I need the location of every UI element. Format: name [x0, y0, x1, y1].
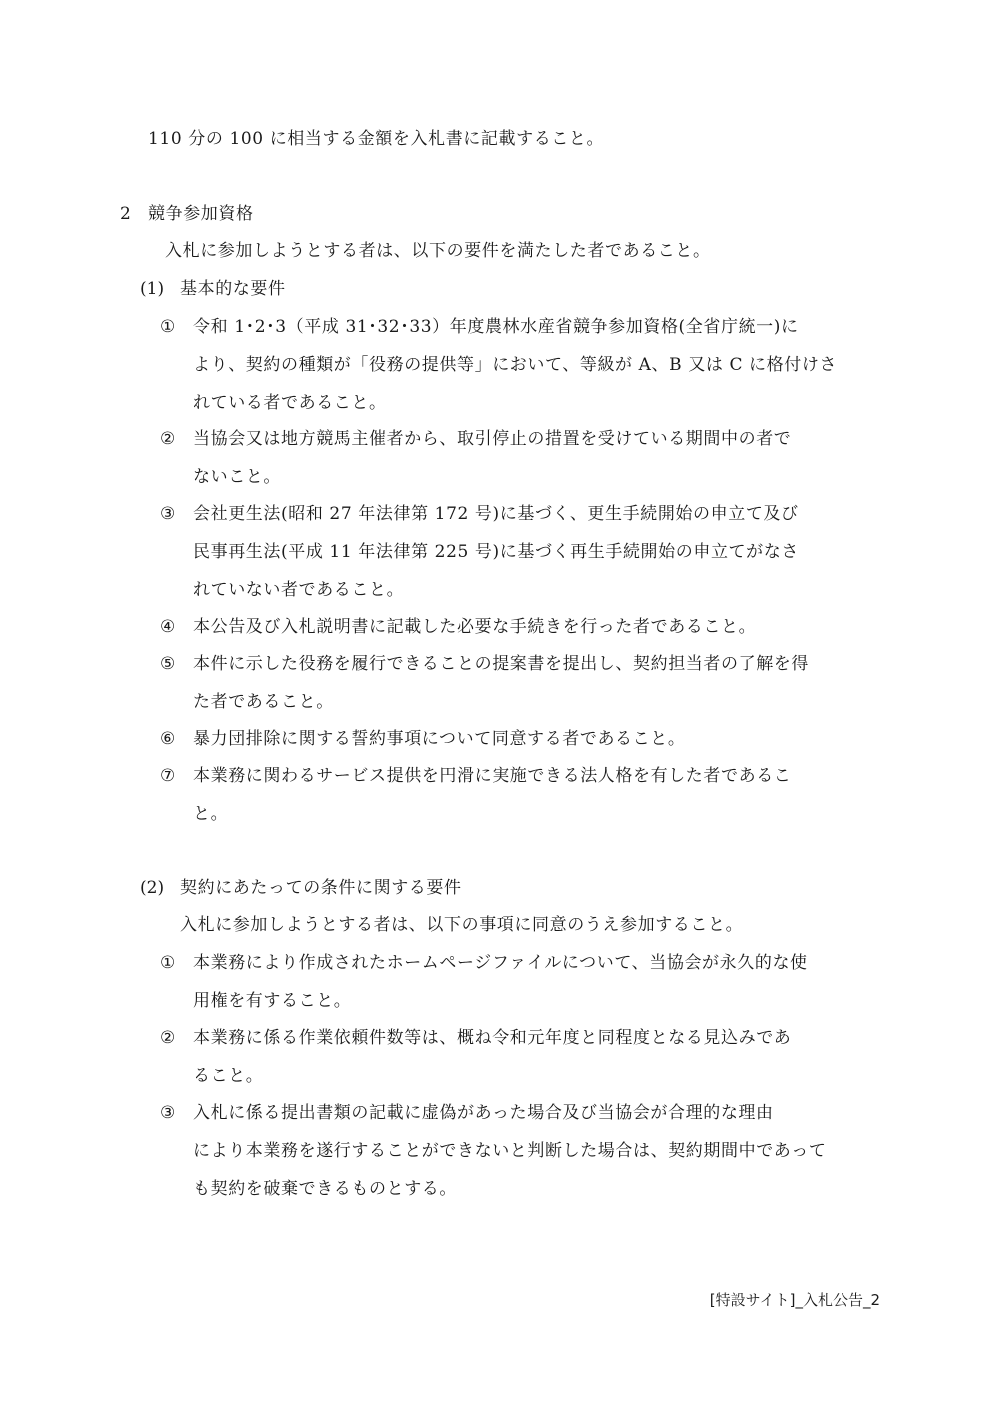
- list-item-line: 本公告及び入札説明書に記載した必要な手続きを行った者であること。: [193, 617, 757, 637]
- list-item-marker: ①: [160, 953, 176, 973]
- list-item-line: 民事再生法(平成 11 年法律第 225 号)に基づく再生手続開始の申立てがなさ: [193, 542, 799, 562]
- list-item-line: れている者であること。: [193, 393, 387, 413]
- section-title: 競争参加資格: [148, 204, 254, 224]
- list-item-line: 本業務により作成されたホームページファイルについて、当協会が永久的な使: [193, 953, 808, 973]
- list-item-marker: ①: [160, 317, 176, 337]
- list-item-line: 令和 1･2･3（平成 31･32･33）年度農林水産省競争参加資格(全省庁統一)に: [193, 317, 799, 337]
- list-item-marker: ②: [160, 429, 176, 449]
- list-item-marker: ⑦: [160, 766, 176, 786]
- list-item-marker: ⑤: [160, 654, 176, 674]
- list-item-line: た者であること。: [193, 692, 334, 712]
- list-item-marker: ②: [160, 1028, 176, 1048]
- list-item-line: 本業務に関わるサービス提供を円滑に実施できる法人格を有した者であるこ: [193, 766, 792, 786]
- list-item-line: 会社更生法(昭和 27 年法律第 172 号)に基づく、更生手続開始の申立て及び: [193, 504, 799, 524]
- list-item-marker: ③: [160, 504, 176, 524]
- list-item-line: 本件に示した役務を履行できることの提案書を提出し、契約担当者の了解を得: [193, 654, 809, 674]
- subsection-1-label: (1): [140, 279, 165, 299]
- list-item-line: も契約を破棄できるものとする。: [193, 1179, 457, 1199]
- subsection-2-lead: 入札に参加しようとする者は、以下の事項に同意のうえ参加すること。: [180, 915, 744, 935]
- list-item-line: により本業務を遂行することができないと判断した場合は、契約期間中であって: [193, 1141, 827, 1161]
- list-item-marker: ⑥: [160, 729, 176, 749]
- list-item-marker: ④: [160, 617, 176, 637]
- list-item-line: ないこと。: [193, 467, 281, 487]
- list-item-line: 本業務に係る作業依頼件数等は、概ね令和元年度と同程度となる見込みであ: [193, 1028, 792, 1048]
- list-item-line: ること。: [193, 1066, 264, 1086]
- list-item-line: 入札に係る提出書類の記載に虚偽があった場合及び当協会が合理的な理由: [193, 1103, 774, 1123]
- list-item-line: と。: [193, 804, 229, 824]
- list-item-marker: ③: [160, 1103, 176, 1123]
- section-lead: 入札に参加しようとする者は、以下の要件を満たした者であること。: [165, 241, 711, 261]
- page-footer: [特設サイト]_入札公告_2: [709, 1291, 880, 1309]
- subsection-1-title: 基本的な要件: [180, 279, 286, 299]
- list-item-line: 暴力団排除に関する誓約事項について同意する者であること。: [193, 729, 686, 749]
- list-item-line: 当協会又は地方競馬主催者から、取引停止の措置を受けている期間中の者で: [193, 429, 792, 449]
- list-item-line: より、契約の種類が「役務の提供等」において、等級が A、B 又は C に格付けさ: [193, 355, 838, 375]
- subsection-2-label: (2): [140, 878, 165, 898]
- section-number: 2: [120, 204, 131, 224]
- list-item-line: 用権を有すること。: [193, 991, 352, 1011]
- intro-line: 110 分の 100 に相当する金額を入札書に記載すること。: [148, 129, 605, 149]
- subsection-2-title: 契約にあたっての条件に関する要件: [180, 878, 462, 898]
- list-item-line: れていない者であること。: [193, 580, 405, 600]
